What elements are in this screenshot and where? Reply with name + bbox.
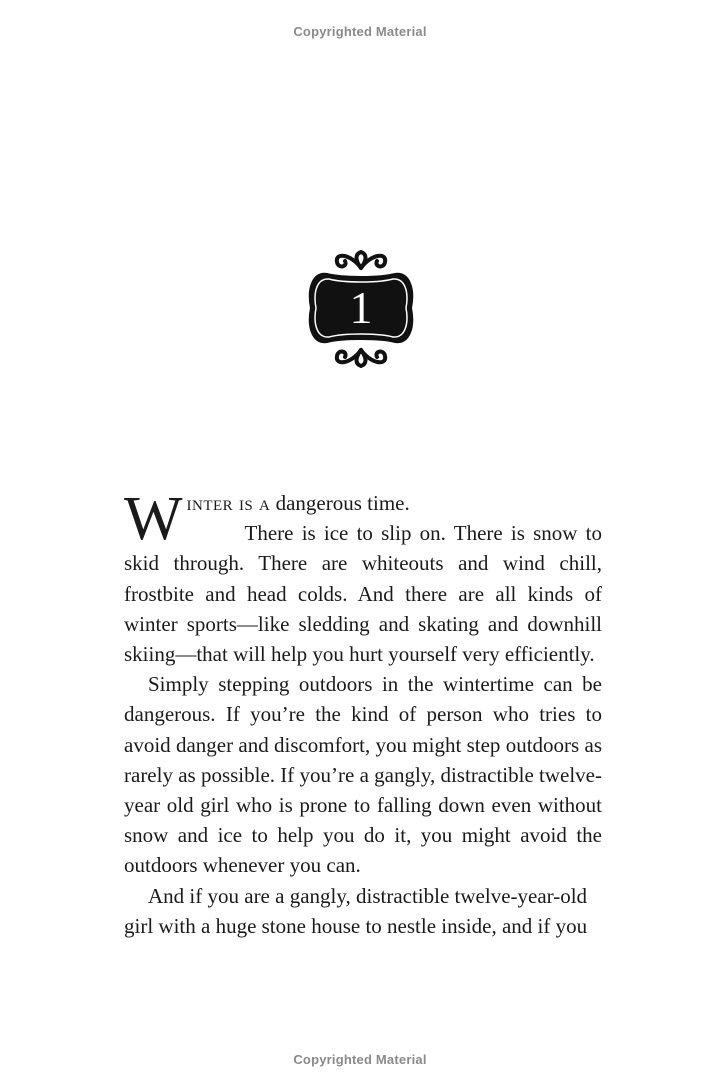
opening-line: [124, 485, 602, 553]
paragraph-2: Simply stepping outdoors in the wintertime can be dangerous. If you’re the kind of person who tries to avoid danger and discomfort, you might step outdoors as rarely as possible. If you’re a gangly, distractible twelve-year old girl who is prone to falling down even without snow and ice to help you do it, you might avoid the outdoors whenever you can.: [124, 672, 602, 878]
paragraph-1: There is ice to slip on. There is snow to skid through. There are whiteouts and wind chill, frostbite and head colds. And there are all kinds of winter sports—like sledding and skating and downhill skiing—that will help you hurt yourself very efficiently.: [124, 521, 602, 667]
chapter-number: 1: [349, 282, 373, 333]
copyright-watermark-top: Copyrighted Material: [293, 24, 427, 39]
opening-smallcaps: inter is a: [186, 491, 271, 515]
chapter-body-text: [124, 485, 602, 941]
chapter-ornament: [305, 248, 417, 370]
paragraph-3: And if you are a gangly, distractible twelve-year-old girl with a huge stone house to nestle inside, and if you: [124, 883, 588, 938]
copyright-watermark-bottom: Copyrighted Material: [293, 1052, 427, 1067]
drop-cap: W: [124, 485, 183, 553]
opening-rest: dangerous time.: [270, 491, 410, 515]
